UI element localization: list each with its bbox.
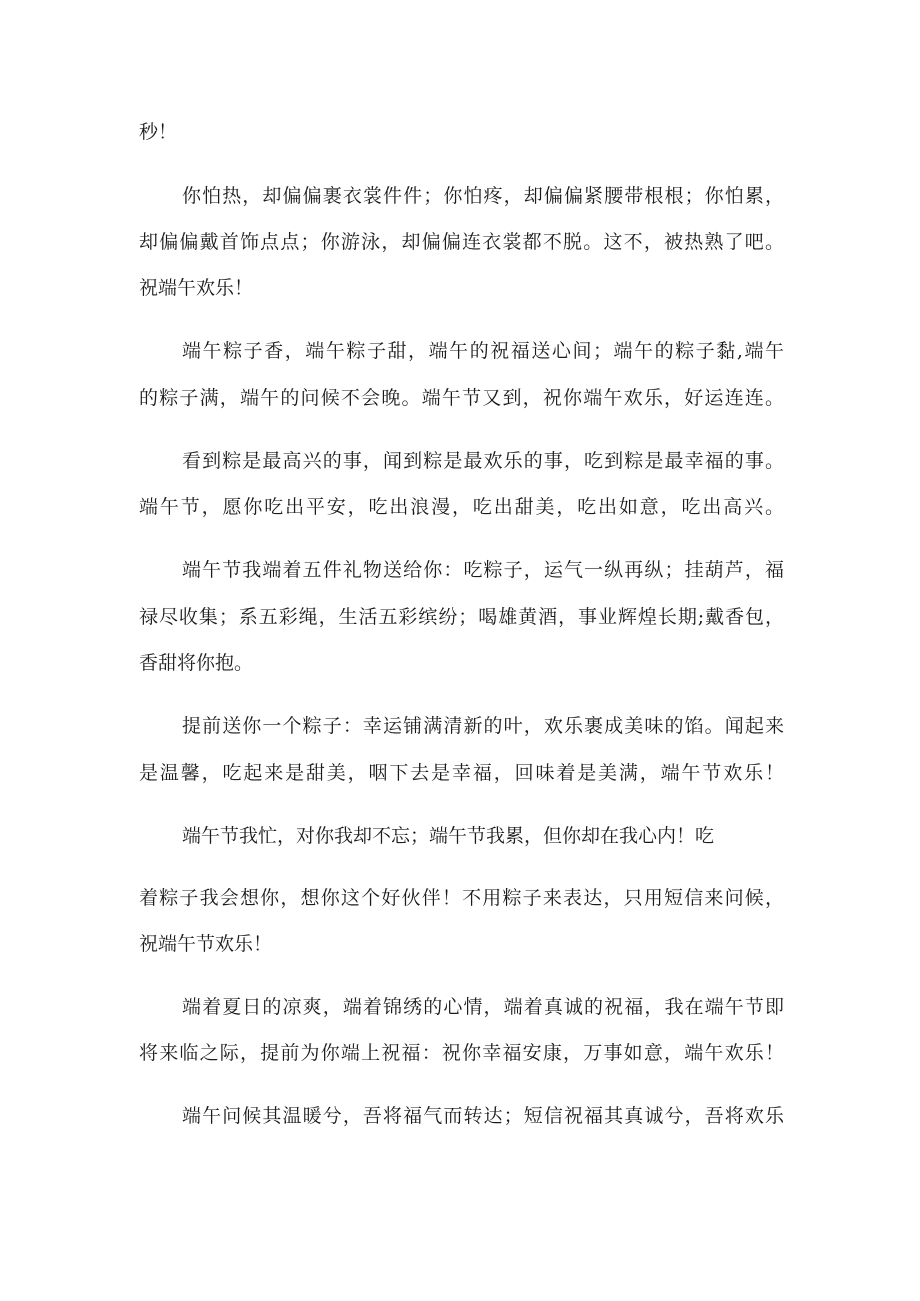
text-line: 却偏偏戴首饰点点；你游泳，却偏偏连衣裳都不脱。这不，被热熟了吧。 [139, 231, 784, 253]
text-line: 端午粽子香，端午粽子甜，端午的祝福送心间；端午的粽子黏,端午 [182, 340, 784, 362]
text-line: 端午节我忙，对你我却不忘；端午节我累，但你却在我心内！吃 [182, 825, 715, 847]
text-line: 祝端午节欢乐！ [139, 933, 273, 955]
text-line: 看到粽是最高兴的事，闻到粽是最欢乐的事，吃到粽是最幸福的事。 [182, 450, 784, 472]
text-line: 端午节，愿你吃出平安，吃出浪漫，吃出甜美，吃出如意，吃出高兴。 [139, 496, 784, 518]
text-line: 端午问候其温暖兮，吾将福气而转达；短信祝福其真诚兮，吾将欢乐 [182, 1105, 784, 1127]
text-line: 祝端午欢乐！ [139, 277, 254, 299]
text-line: 是温馨，吃起来是甜美，咽下去是幸福，回味着是美满，端午节欢乐！ [139, 762, 784, 784]
text-line: 提前送你一个粽子：幸运铺满清新的叶，欢乐裹成美味的馅。闻起来 [182, 715, 784, 737]
text-line: 香甜将你抱。 [139, 652, 254, 674]
text-line: 将来临之际，提前为你端上祝福：祝你幸福安康，万事如意，端午欢乐！ [139, 1042, 784, 1064]
text-line: 禄尽收集；系五彩绳，生活五彩缤纷；喝雄黄酒，事业辉煌长期;戴香包， [139, 606, 784, 628]
text-line: 你怕热，却偏偏裹衣裳件件；你怕疼，却偏偏紧腰带根根；你怕累， [182, 185, 784, 207]
text-line: 的粽子满，端午的问候不会晚。端午节又到，祝你端午欢乐，好运连连。 [139, 387, 784, 409]
text-line: 秒！ [139, 121, 178, 143]
text-line: 着粽子我会想你，想你这个好伙伴！不用粽子来表达，只用短信来问候， [139, 887, 784, 909]
text-line: 端着夏日的凉爽，端着锦绣的心情，端着真诚的祝福，我在端午节即 [182, 996, 784, 1018]
text-line: 端午节我端着五件礼物送给你：吃粽子，运气一纵再纵；挂葫芦，福 [182, 559, 784, 581]
